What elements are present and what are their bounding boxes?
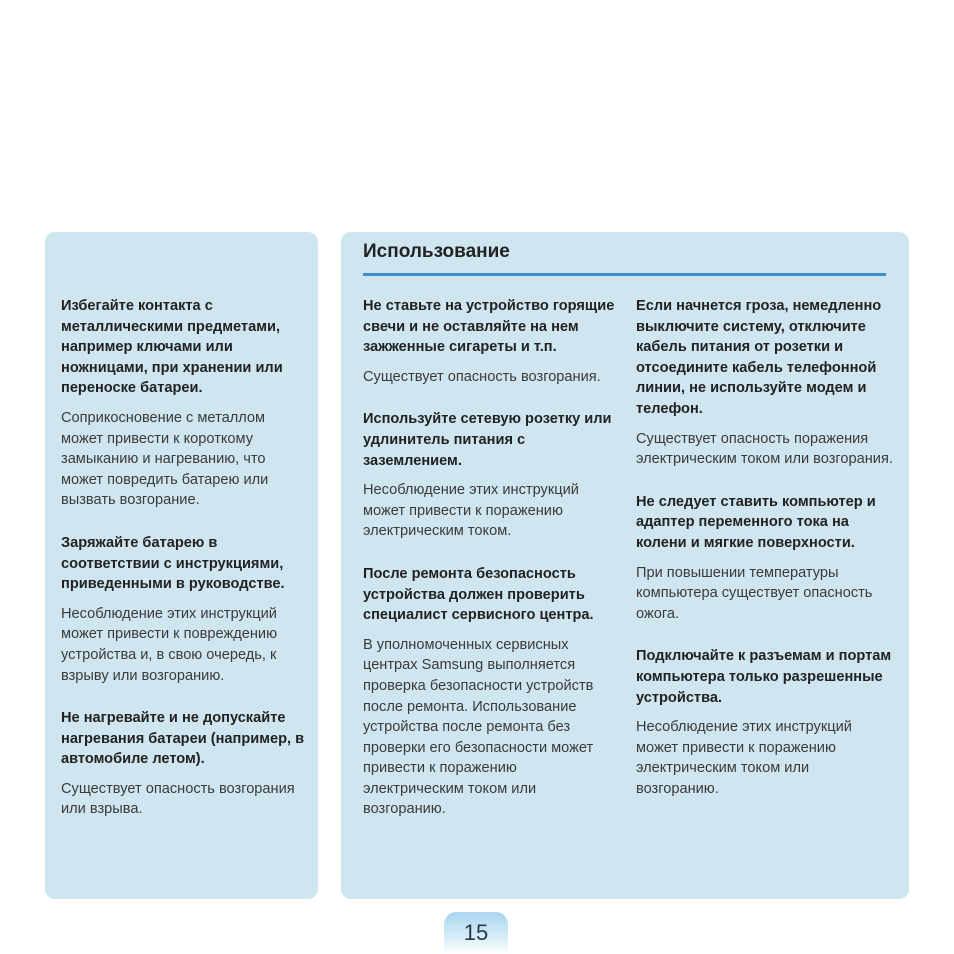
warning-heading: Избегайте контакта с металлическими предметами, например ключами или ножницами, при хранении или переноске батареи. [61, 298, 283, 397]
left-column [61, 296, 311, 842]
title-divider [363, 273, 886, 276]
warning-body: Несоблюдение этих инструкций может привести к поражению электрическим током или возгоранию. [636, 719, 852, 797]
warning-heading: Заряжайте батарею в соответствии с инструкциями, приведенными в руководстве. [61, 534, 285, 593]
warning-heading: Подключайте к разъемам и портам компьютера только разрешенные устройства. [636, 648, 892, 706]
warning-heading: Не ставьте на устройство горящие свечи и не оставляйте на нем зажженные сигареты и т.п. [363, 298, 615, 356]
warning-body: Несоблюдение этих инструкций может привести к повреждению устройства и, в свою очередь, к взрыву или возгоранию. [61, 605, 278, 684]
usage-middle-column [363, 296, 619, 842]
warning-heading: Используйте сетевую розетку или удлинитель питания с заземлением. [363, 411, 612, 469]
warning-heading: Не следует ставить компьютер и адаптер переменного тока на колени и мягкие поверхности. [636, 493, 876, 551]
warning-body: Несоблюдение этих инструкций может привести к поражению электрическим током. [363, 482, 579, 540]
warning-body: При повышении температуры компьютера существует опасность ожога. [636, 564, 873, 622]
section-title: Использование [363, 241, 510, 262]
warning-body: Соприкосновение с металлом может привести к короткому замыканию и нагреванию, что может повредить батарею или вызвать возгорание. [61, 409, 269, 509]
battery-warnings-panel [45, 232, 318, 899]
usage-right-column [636, 296, 894, 821]
page-number: 15 [444, 912, 508, 954]
warning-body: Существует опасность возгорания. [363, 368, 601, 385]
warning-body: Существует опасность возгорания или взрыва. [61, 780, 295, 818]
warning-body: В уполномоченных сервисных центрах Samsung выполняется проверка безопасности устройств после ремонта. Использование устройства после ремонта без проверки его безопасности может привести к поражению электрическим током или возгоранию. [363, 636, 594, 818]
warning-heading: После ремонта безопасность устройства должен проверить специалист сервисного центра. [363, 565, 594, 624]
warning-body: Существует опасность поражения электрическим током или возгорания. [636, 430, 893, 468]
warning-heading: Если начнется гроза, немедленно выключите систему, отключите кабель питания от розетки и отсоедините кабель телефонной линии, не используйте модем и телефон. [636, 298, 882, 417]
warning-heading: Не нагревайте и не допускайте нагревания батареи (например, в автомобиле летом). [61, 710, 305, 768]
usage-panel [341, 232, 909, 899]
